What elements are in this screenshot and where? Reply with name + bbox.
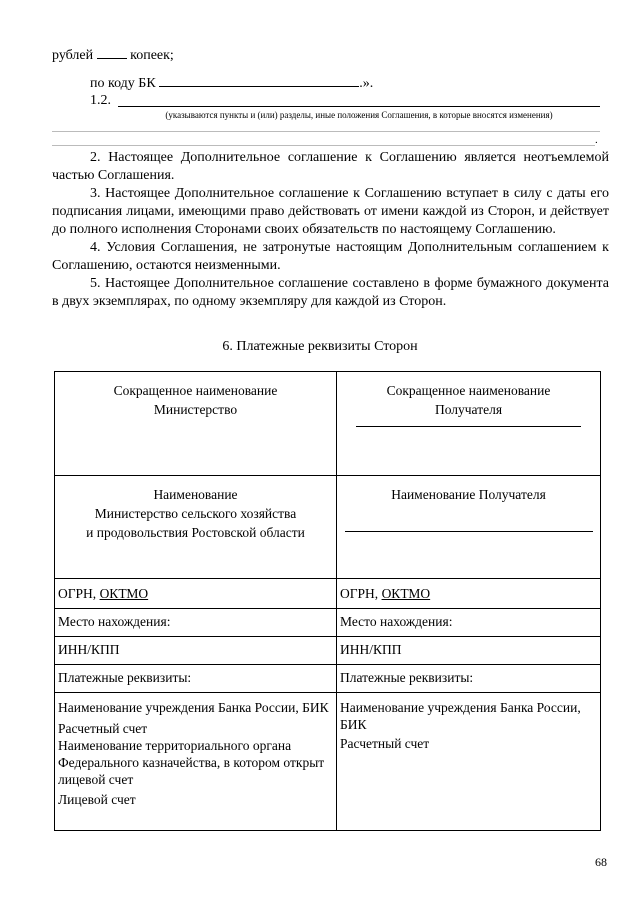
- account-right: Расчетный счет: [340, 736, 430, 751]
- section-title: 6. Платежные реквизиты Сторон: [222, 339, 418, 354]
- inn-right-cell: ИНН/КПП: [337, 637, 601, 665]
- header-line-2: [90, 74, 373, 92]
- table-row: [55, 609, 601, 637]
- paragraph-2: 2. Настоящее Дополнительное соглашение к Соглашению является неотъемлемой частью Соглашения.: [52, 150, 609, 183]
- full-name-recipient-cell: Наименование Получателя: [337, 476, 601, 579]
- kopecks-label: копеек;: [130, 48, 174, 63]
- rubles-blank: [97, 46, 127, 59]
- requisites-table: [54, 371, 601, 831]
- page-number: 68: [595, 855, 607, 869]
- table-row: [55, 579, 601, 609]
- table-row: [55, 637, 601, 665]
- full-name-recipient-line: [345, 531, 593, 532]
- short-name-recipient-line: [356, 426, 581, 427]
- bk-code-end: .».: [359, 76, 374, 91]
- rubles-label: рублей: [52, 48, 94, 63]
- paragraph-3: 3. Настоящее Дополнительное соглашение к Соглашению вступает в силу с даты его подписания лицами, имеющими право действовать от имени каждой из Сторон, и действует до полного исполнения Сторонами своих обязательств по настоящему Соглашению.: [52, 186, 609, 237]
- paragraph-block: [52, 149, 609, 311]
- bank-details-right-cell: [337, 693, 601, 831]
- table-row: [55, 665, 601, 693]
- header-line-1: [52, 46, 174, 64]
- bank-name-right: Наименование учреждения Банка России, БИК: [340, 700, 581, 732]
- blank-line-dot: .: [595, 134, 598, 146]
- clause-number: 1.2.: [90, 93, 111, 108]
- bank-name-left: Наименование учреждения Банка России, БИК: [58, 700, 329, 715]
- short-name-ministry-cell: Сокращенное наименование Министерство: [55, 372, 337, 476]
- paragraph-5: 5. Настоящее Дополнительное соглашение составлено в форме бумажного документа в двух экземплярах, по одному экземпляру для каждой из Сторон.: [52, 276, 609, 309]
- payment-left-cell: Платежные реквизиты:: [55, 665, 337, 693]
- address-right-cell: Место нахождения:: [337, 609, 601, 637]
- blank-line-1: [52, 131, 600, 132]
- payment-right-cell: Платежные реквизиты:: [337, 665, 601, 693]
- bk-code-blank: [159, 74, 359, 87]
- bk-code-label: по коду БК: [90, 76, 156, 91]
- address-left-cell: Место нахождения:: [55, 609, 337, 637]
- full-name-ministry-cell: Наименование Министерство сельского хозяйства и продовольствия Ростовской области: [55, 476, 337, 579]
- table-row: [55, 693, 601, 831]
- bank-details-left-cell: [55, 693, 337, 831]
- blank-line-2: [52, 145, 595, 146]
- paragraph-4: 4. Условия Соглашения, не затронутые настоящим Дополнительным соглашением к Соглашению, остаются неизменными.: [52, 240, 609, 273]
- header-line-3: [90, 93, 111, 109]
- personal-account-left: Лицевой счет: [58, 792, 136, 807]
- account-left: Расчетный счет: [58, 721, 148, 736]
- clause-hint: (указываются пункты и (или) разделы, иные положения Соглашения, в которые вносятся изменения): [165, 110, 553, 120]
- oktmo-link: ОКТМО: [99, 586, 149, 601]
- table-row: [55, 476, 601, 579]
- short-name-recipient-cell: Сокращенное наименование Получателя: [337, 372, 601, 476]
- table-row: [55, 372, 601, 476]
- treasury-left: Наименование территориального органа Федерального казначейства, в котором открыт лицевой счет: [58, 738, 325, 787]
- ogrn-left-cell: ОГРН, ОКТМО: [55, 579, 337, 609]
- oktmo-link: ОКТМО: [381, 586, 431, 601]
- ogrn-right-cell: ОГРН, ОКТМО: [337, 579, 601, 609]
- inn-left-cell: ИНН/КПП: [55, 637, 337, 665]
- clause-blank-line: [118, 106, 600, 107]
